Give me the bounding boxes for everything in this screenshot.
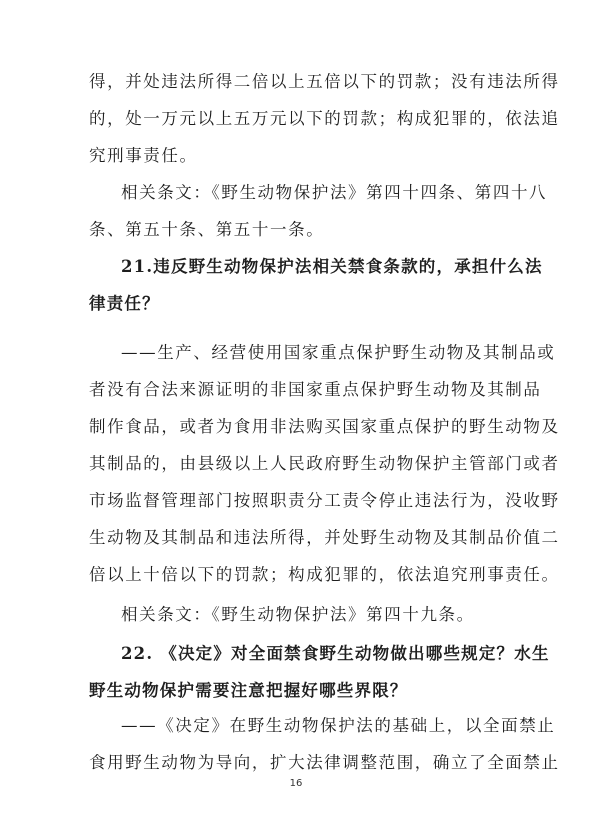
answer-22-line: ——《决定》在野生动物保护法的基础上，以全面禁止: [121, 716, 556, 735]
answer-21-line: 倍以上十倍以下的罚款；构成犯罪的，依法追究刑事责任。: [89, 565, 560, 584]
answer-21-line: 市场监督管理部门按照职责分工责令停止违法行为，没收野: [89, 491, 560, 510]
answer-21-line: 其制品的，由县级以上人民政府野生动物保护主管部门或者: [89, 454, 560, 473]
question-21-heading: 律责任？: [89, 294, 160, 313]
answer-21-line: 生动物及其制品和违法所得，并处野生动物及其制品价值二: [89, 528, 560, 547]
question-22-heading: 22. 《决定》对全面禁食野生动物做出哪些规定？水生: [121, 644, 550, 663]
answer-21-line: 者没有合法来源证明的非国家重点保护野生动物及其制品: [89, 380, 542, 399]
answer-21-line: 制作食品，或者为食用非法购买国家重点保护的野生动物及: [89, 417, 560, 436]
answer-21-line: ——生产、经营使用国家重点保护野生动物及其制品或: [121, 343, 556, 362]
page-number: 16: [289, 778, 303, 789]
question-22-heading: 野生动物保护需要注意把握好哪些界限？: [89, 681, 408, 700]
answer-22-line: 食用野生动物为导向，扩大法律调整范围，确立了全面禁止: [89, 753, 560, 772]
related-articles-line: 相关条文：《野生动物保护法》第四十九条。: [121, 605, 475, 624]
related-articles-line: 相关条文：《野生动物保护法》第四十四条、第四十八: [121, 183, 548, 202]
question-21-heading: 21.违反野生动物保护法相关禁食条款的，承担什么法: [121, 257, 543, 276]
text-line: 的，处一万元以上五万元以下的罚款；构成犯罪的，依法追: [89, 109, 560, 128]
related-articles-line: 条、第五十条、第五十一条。: [89, 220, 325, 239]
text-line: 得，并处违法所得二倍以上五倍以下的罚款；没有违法所得: [89, 72, 560, 91]
text-line: 究刑事责任。: [89, 146, 198, 165]
